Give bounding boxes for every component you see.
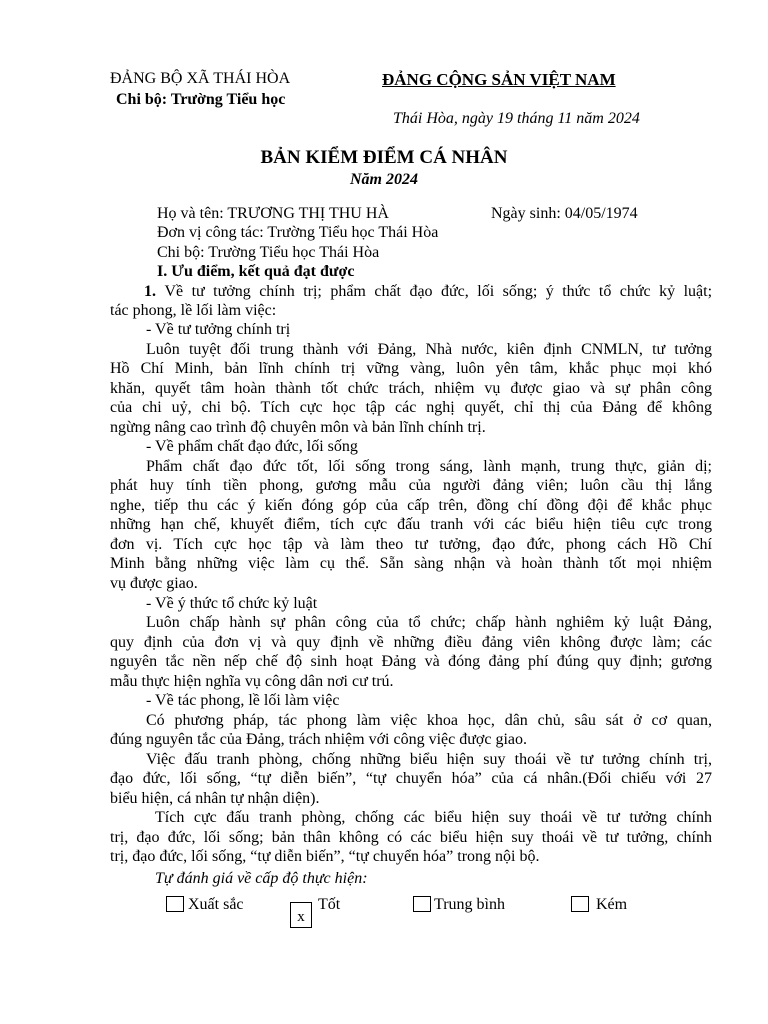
para3-line: mẫu thực hiện nghĩa vụ công dân nơi cư trú.: [110, 673, 394, 690]
subheading-workstyle: - Về tác phong, lề lối làm việc: [146, 692, 340, 709]
checkbox-tot-checked[interactable]: x: [290, 902, 312, 928]
checkbox-trung-binh[interactable]: [413, 896, 431, 912]
item-1-number: 1.: [144, 283, 156, 300]
para1-line: khăn, quyết tâm hoàn thành tốt chức trách, nhiệm vụ được giao và sự phân công: [110, 380, 712, 397]
para2-line: phát huy tính tiền phong, gương mẫu của người đảng viên; luôn cầu thị lắng: [110, 477, 712, 494]
option-label-kem: Kém: [596, 896, 628, 913]
party-name: ĐẢNG CỘNG SẢN VIỆT NAM: [382, 70, 616, 89]
document-year: Năm 2024: [350, 171, 418, 188]
para3-line: nguyên tắc nền nếp chế độ sinh hoạt Đảng và đóng đảng phí đúng quy định; gương: [110, 653, 712, 670]
subheading-political: - Về tư tưởng chính trị: [146, 321, 291, 338]
item-1-text: Về tư tưởng chính trị; phẩm chất đạo đức, lối sống; ý thức tổ chức kỷ luật;: [164, 283, 713, 300]
place-date: Thái Hòa, ngày 19 tháng 11 năm 2024: [393, 110, 640, 127]
para1-line: của chi uỷ, chi bộ. Tích cực học tập các nghị quyết, chỉ thị của Đảng để không: [110, 399, 712, 416]
para4-line: đúng nguyên tắc của Đảng, trách nhiệm với công việc được giao.: [110, 731, 528, 748]
checkbox-xuat-sac[interactable]: [166, 896, 184, 912]
section-heading: I. Ưu điểm, kết quả đạt được: [157, 263, 355, 280]
person-dob: Ngày sinh: 04/05/1974: [491, 205, 638, 222]
person-name: Họ và tên: TRƯƠNG THỊ THU HÀ: [157, 205, 389, 222]
para2-line: Phẩm chất đạo đức tốt, lối sống trong sáng, lành mạnh, trung thực, giản dị;: [146, 458, 712, 475]
party-branch: Chi bộ: Trường Tiểu học Thái Hòa: [157, 244, 380, 261]
item-1-line-1: [144, 282, 712, 302]
para3-line: Luôn chấp hành sự phân công của tổ chức; chấp hành nghiêm kỷ luật Đảng,: [146, 614, 712, 631]
item-1-line-2: tác phong, lề lối làm việc:: [110, 302, 277, 319]
para5-line: biểu hiện, cá nhân tự nhận diện).: [110, 790, 320, 807]
para2-line: đơn vị. Tích cực học tập và làm theo tư tưởng, đạo đức, phong cách Hồ Chí: [110, 536, 712, 553]
checkbox-kem[interactable]: [571, 896, 589, 912]
org-left: ĐẢNG BỘ XÃ THÁI HÒA: [110, 70, 291, 87]
para1-line: ngừng nâng cao trình độ chuyên môn và bản lĩnh chính trị.: [110, 419, 486, 436]
option-label-tot: Tốt: [318, 896, 341, 913]
para2-line: những hạn chế, khuyết điểm, tích cực đấu tranh với các biểu hiện tiêu cực trong: [110, 516, 712, 533]
para5-line: Việc đấu tranh phòng, chống những biểu hiện suy thoái về tư tưởng chính trị,: [146, 751, 712, 768]
para1-line: Luôn tuyệt đối trung thành với Đảng, Nhà nước, kiên định CNMLN, tư tưởng: [146, 341, 712, 358]
self-eval-label: Tự đánh giá về cấp độ thực hiện:: [155, 870, 368, 887]
work-unit: Đơn vị công tác: Trường Tiểu học Thái Hòa: [157, 224, 439, 241]
branch-label: Chi bộ: Trường Tiểu học: [116, 91, 286, 108]
subheading-ethics: - Về phẩm chất đạo đức, lối sống: [146, 438, 358, 455]
para2-line: Minh bằng những việc làm cụ thể. Sẵn sàng nhận và hoàn thành tốt mọi nhiệm: [110, 555, 712, 572]
para4-line: Có phương pháp, tác phong làm việc khoa học, dân chủ, sâu sát ở cơ quan,: [146, 712, 712, 729]
document-title: BẢN KIỂM ĐIỂM CÁ NHÂN: [260, 147, 508, 168]
para6-line: trị, đạo đức, lối sống, “tự diễn biến”, “tự chuyển hóa” trong nội bộ.: [110, 848, 540, 865]
para6-line: Tích cực đấu tranh phòng, chống các biểu hiện suy thoái về tư tưởng chính: [155, 809, 712, 826]
option-label-trung-binh: Trung bình: [434, 896, 505, 913]
para3-line: quy định của đơn vị và quy định về những điều đảng viên không được làm; các: [110, 634, 712, 651]
para6-line: trị, đạo đức, lối sống; bản thân không có các biểu hiện suy thoái về tư tưởng, chính: [110, 829, 712, 846]
subheading-discipline: - Về ý thức tổ chức kỷ luật: [146, 595, 318, 612]
option-label-xuat-sac: Xuất sắc: [188, 896, 244, 913]
para2-line: vụ được giao.: [110, 575, 198, 592]
para5-line: đạo đức, lối sống, “tự diễn biến”, “tự chuyển hóa” của cá nhân.(Đối chiếu với 27: [110, 770, 712, 787]
para2-line: nghe, tiếp thu các ý kiến đóng góp của cấp trên, đồng chí đồng đội để khắc phục: [110, 497, 712, 514]
para1-line: Hồ Chí Minh, bản lĩnh chính trị vững vàng, luôn yên tâm, khắc phục mọi khó: [110, 360, 712, 377]
